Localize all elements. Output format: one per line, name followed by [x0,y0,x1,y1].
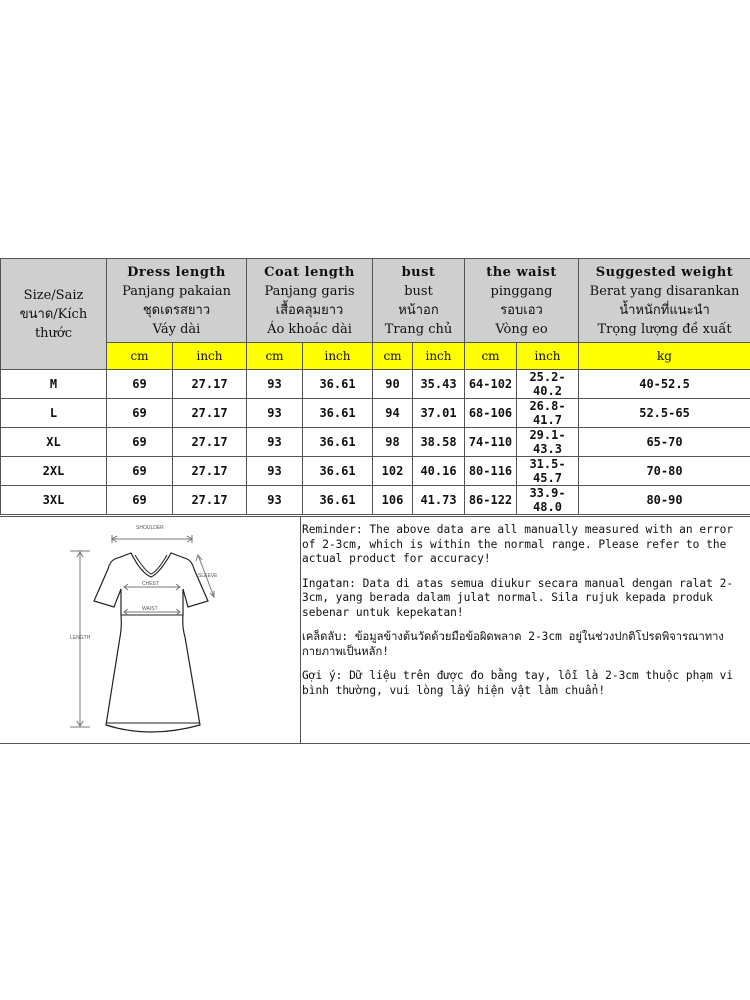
unit-cell: inch [173,343,247,370]
table-cell: 25.2-40.2 [517,370,579,399]
table-cell: 93 [247,428,303,457]
table-cell: 36.61 [303,486,373,515]
table-cell: 102 [373,457,413,486]
header-line: หน้าอก [398,302,439,318]
table-row [1,486,750,515]
header-line: Trang chủ [384,321,453,337]
header-line: the waist [486,264,557,280]
sleeve-label: SLEEVE [198,573,218,579]
table-cell: 27.17 [173,370,247,399]
table-cell: 68-106 [465,399,517,428]
unit-cell: cm [107,343,173,370]
note-vietnamese: Gợi ý: Dữ liệu trên được đo bằng tay, lỗi là 2-3cm thuộc phạm vi bình thường, vui lòng lấy hiện vật làm chuẩn! [302,669,734,697]
table-cell: 38.58 [413,428,465,457]
table-cell: 86-122 [465,486,517,515]
table-row [1,457,750,486]
table-cell: 106 [373,486,413,515]
table-cell: 52.5-65 [579,399,750,428]
lower-section [0,516,750,744]
table-cell: 93 [247,457,303,486]
unit-cell: kg [579,343,750,370]
header-line: Dress length [127,264,226,280]
waist-header [465,259,579,343]
dress-outline [94,553,208,732]
size-rows [1,370,750,515]
table-cell: 27.17 [173,399,247,428]
header-line: Áo khoác dài [267,321,352,337]
size-header-line: ขนาด/Kích [19,306,88,322]
table-cell: 93 [247,486,303,515]
header-line: รอบเอว [500,302,543,318]
size-header-cell [1,259,107,370]
table-cell: 98 [373,428,413,457]
table-cell: 27.17 [173,457,247,486]
table-cell: 93 [247,399,303,428]
size-label: M [1,370,107,399]
dress-length-header [107,259,247,343]
table-cell: 80-116 [465,457,517,486]
table-cell: 69 [107,399,173,428]
header-line: Vòng eo [495,321,548,337]
header-line: เสื้อคลุมยาว [275,302,344,318]
table-cell: 37.01 [413,399,465,428]
chest-label: CHEST [142,581,159,587]
table-row [1,370,750,399]
table-cell: 80-90 [579,486,750,515]
table-cell: 70-80 [579,457,750,486]
note-thai: เคล็ดลับ: ข้อมูลข้างต้นวัดด้วยมือข้อผิดพลาด 2-3cm อยู่ในช่วงปกติโปรดพิจารณาทางกายภาพเป็นหลัก! [302,630,724,658]
header-line: Berat yang disarankan [589,283,740,299]
table-cell: 33.9-48.0 [517,486,579,515]
weight-header [579,259,750,343]
header-line: Trọng lượng đề xuất [597,321,732,337]
header-line: pinggang [490,283,553,299]
header-line: Coat length [264,264,355,280]
size-label: 3XL [1,486,107,515]
unit-cell: inch [303,343,373,370]
notes-panel [302,523,746,708]
coat-length-header [247,259,373,343]
note-malay: Ingatan: Data di atas semua diukur secara manual dengan ralat 2-3cm, yang berada dalam julat normal. Sila rujuk kepada produk sebenar untuk kepekatan! [302,576,734,619]
table-cell: 36.61 [303,370,373,399]
table-cell: 41.73 [413,486,465,515]
table-cell: 74-110 [465,428,517,457]
unit-cell: cm [373,343,413,370]
table-cell: 29.1-43.3 [517,428,579,457]
table-cell: 65-70 [579,428,750,457]
size-label: XL [1,428,107,457]
table-cell: 90 [373,370,413,399]
header-line: ชุดเดรสยาว [142,302,211,318]
length-label: LENGTH [70,635,91,641]
table-cell: 94 [373,399,413,428]
size-label: L [1,399,107,428]
table-cell: 27.17 [173,486,247,515]
size-chart [0,258,750,742]
unit-cell: inch [517,343,579,370]
size-header-line: Size/Saiz [23,287,84,303]
header-line: Váy dài [152,321,201,337]
shoulder-arrow [112,535,192,543]
table-cell: 64-102 [465,370,517,399]
size-table [0,258,750,515]
table-cell: 26.8-41.7 [517,399,579,428]
header-line: bust [401,264,436,280]
table-cell: 27.17 [173,428,247,457]
table-cell: 69 [107,428,173,457]
note-english: Reminder: The above data are all manually measured with an error of 2-3cm, which is within the normal range. Please refer to the actual product for accuracy! [302,523,734,565]
table-cell: 31.5-45.7 [517,457,579,486]
dress-measurement-diagram [0,517,300,743]
table-cell: 69 [107,457,173,486]
table-cell: 36.61 [303,457,373,486]
waist-label: WAIST [142,606,158,612]
table-cell: 69 [107,370,173,399]
dress-diagram [0,517,301,743]
table-cell: 93 [247,370,303,399]
table-cell: 36.61 [303,428,373,457]
table-cell: 40-52.5 [579,370,750,399]
header-line: น้ำหนักที่แนะนำ [619,302,710,318]
table-row [1,399,750,428]
size-header-line: thước [34,325,73,341]
header-line: Panjang garis [264,283,355,299]
table-cell: 36.61 [303,399,373,428]
table-cell: 69 [107,486,173,515]
shoulder-label: SHOULDER [136,525,164,531]
unit-cell: cm [465,343,517,370]
table-cell: 35.43 [413,370,465,399]
header-line: bust [404,283,433,299]
table-cell: 40.16 [413,457,465,486]
header-line: Suggested weight [595,264,734,280]
header-line: Panjang pakaian [122,283,231,299]
size-label: 2XL [1,457,107,486]
unit-cell: cm [247,343,303,370]
bust-header [373,259,465,343]
unit-cell: inch [413,343,465,370]
table-row [1,428,750,457]
